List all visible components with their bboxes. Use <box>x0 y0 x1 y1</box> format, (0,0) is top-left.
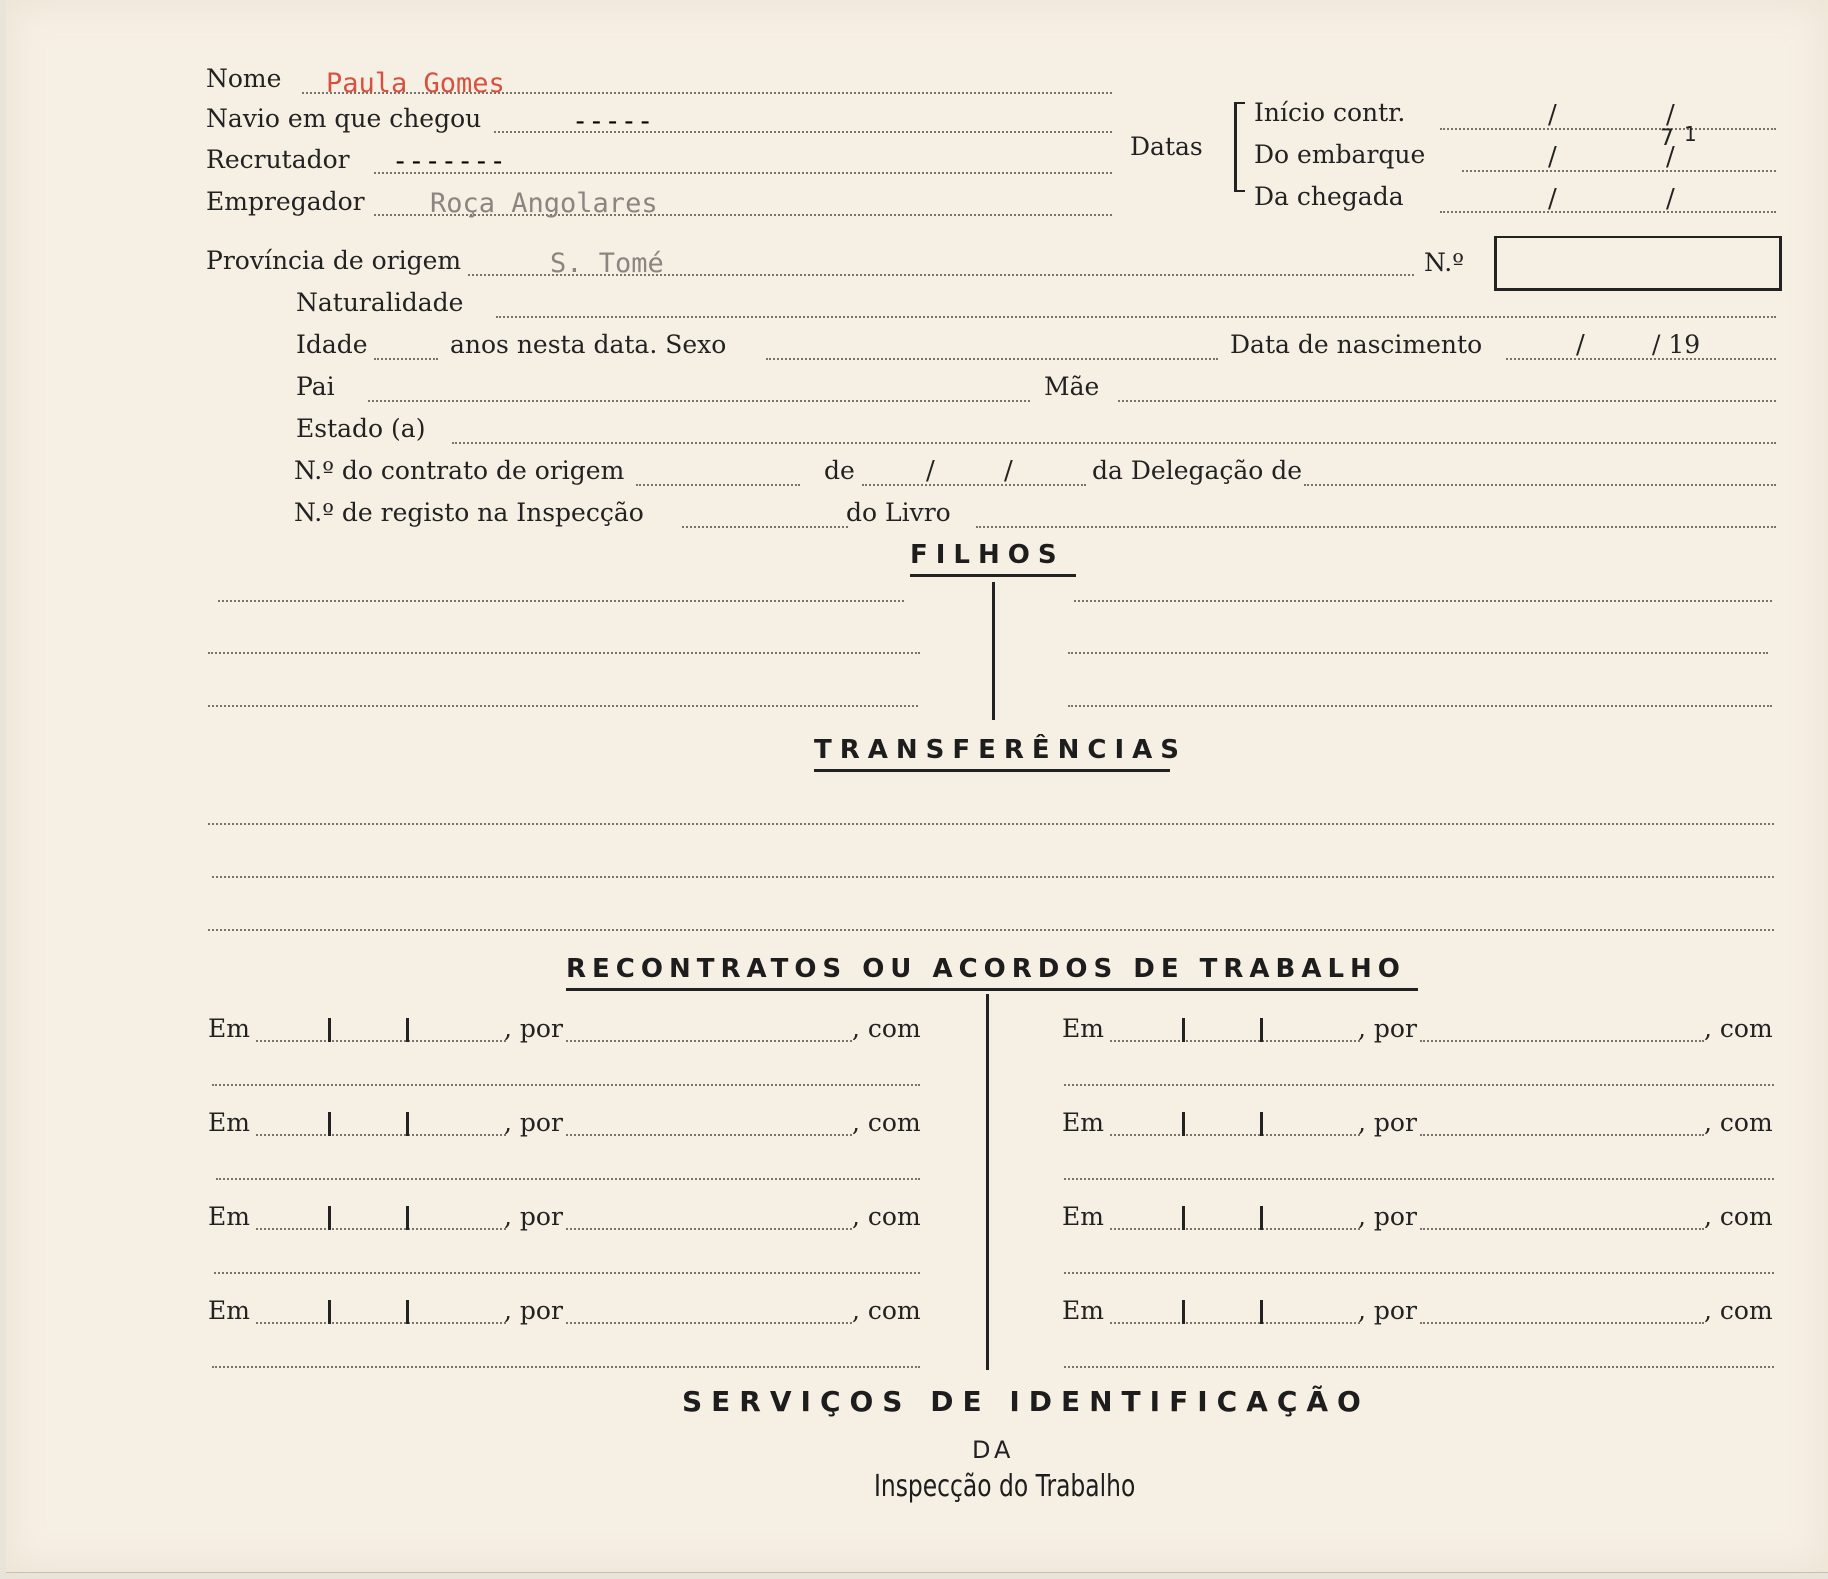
com-line[interactable] <box>1064 1366 1774 1368</box>
date-separator <box>1182 1206 1185 1230</box>
filhos-heading: FILHOS <box>910 540 1065 570</box>
date-separator <box>1182 1300 1185 1324</box>
por-label: , por <box>1358 1202 1417 1231</box>
por-label: , por <box>504 1296 563 1325</box>
mae-label: Mãe <box>1044 372 1100 401</box>
por-label: , por <box>504 1108 563 1137</box>
transferencias-line-1[interactable] <box>208 823 1774 825</box>
date-separator <box>1260 1018 1263 1042</box>
contrato-label: N.º do contrato de origem <box>294 456 625 485</box>
date-separator <box>1260 1206 1263 1230</box>
anos-sexo-label: anos nesta data. Sexo <box>450 330 727 359</box>
com-label: , com <box>1704 1014 1773 1043</box>
em-label: Em <box>1062 1108 1104 1137</box>
recontratos-underline <box>566 988 1418 991</box>
por-line[interactable] <box>566 1040 852 1042</box>
por-line[interactable] <box>1420 1228 1704 1230</box>
transferencias-line-2[interactable] <box>212 876 1774 878</box>
navio-label: Navio em que chegou <box>206 104 482 133</box>
embarque-mark-2: 1 <box>1684 122 1697 146</box>
por-label: , por <box>504 1014 563 1043</box>
com-label: , com <box>852 1014 921 1043</box>
navio-value[interactable]: ----- <box>572 106 654 137</box>
date-separator <box>1260 1112 1263 1136</box>
date-separator <box>406 1018 409 1042</box>
filhos-line-right-1[interactable] <box>1074 600 1772 602</box>
mae-line[interactable] <box>1118 400 1776 402</box>
embarque-line[interactable] <box>1462 170 1776 172</box>
com-line[interactable] <box>1064 1084 1774 1086</box>
recrutador-label: Recrutador <box>206 145 350 174</box>
chegada-line[interactable] <box>1440 211 1776 213</box>
date-separator <box>1182 1112 1185 1136</box>
contrato-slash-1: / <box>926 456 935 486</box>
date-separator <box>1260 1300 1263 1324</box>
com-label: , com <box>1704 1202 1773 1231</box>
chegada-slash-1: / <box>1548 184 1557 214</box>
date-separator <box>328 1300 331 1324</box>
ano-19-label: / 19 <box>1652 330 1701 359</box>
em-label: Em <box>208 1014 250 1043</box>
inicio-slash-1: / <box>1548 100 1557 130</box>
filhos-line-left-3[interactable] <box>208 705 918 707</box>
naturalidade-line[interactable] <box>496 316 1776 318</box>
por-line[interactable] <box>566 1228 852 1230</box>
por-label: , por <box>1358 1014 1417 1043</box>
estado-label: Estado (a) <box>296 414 426 443</box>
registo-label: N.º de registo na Inspecção <box>294 498 644 527</box>
date-separator <box>406 1112 409 1136</box>
em-date-line[interactable] <box>256 1134 506 1136</box>
idade-line[interactable] <box>374 358 438 360</box>
filhos-line-left-2[interactable] <box>208 652 920 654</box>
em-date-line[interactable] <box>256 1322 506 1324</box>
registo-line[interactable] <box>682 526 848 528</box>
footer-inspeccao: Inspecção do Trabalho <box>874 1469 1136 1504</box>
com-line[interactable] <box>1064 1178 1774 1180</box>
de-label: de <box>824 456 855 485</box>
em-date-line[interactable] <box>256 1228 506 1230</box>
filhos-line-left-1[interactable] <box>218 600 904 602</box>
data-nascimento-label: Data de nascimento <box>1230 330 1483 359</box>
em-date-line[interactable] <box>1110 1134 1360 1136</box>
idade-label: Idade <box>296 330 368 359</box>
embarque-label: Do embarque <box>1254 140 1426 169</box>
por-line[interactable] <box>566 1134 852 1136</box>
chegada-slash-2: / <box>1666 184 1675 214</box>
chegada-label: Da chegada <box>1254 182 1404 211</box>
pai-label: Pai <box>296 372 335 401</box>
footer-da: DA <box>972 1436 1015 1464</box>
em-label: Em <box>208 1296 250 1325</box>
filhos-line-right-3[interactable] <box>1068 705 1772 707</box>
embarque-mark: 7 <box>1660 126 1674 151</box>
por-label: , por <box>1358 1296 1417 1325</box>
inicio-line[interactable] <box>1440 128 1776 130</box>
por-line[interactable] <box>1420 1134 1704 1136</box>
date-separator <box>328 1018 331 1042</box>
em-date-line[interactable] <box>256 1040 506 1042</box>
estado-line[interactable] <box>452 442 1776 444</box>
recontratos-divider <box>986 994 989 1370</box>
por-line[interactable] <box>1420 1040 1704 1042</box>
com-line[interactable] <box>1064 1272 1774 1274</box>
recontratos-heading: RECONTRATOS OU ACORDOS DE TRABALHO <box>566 954 1406 984</box>
em-date-line[interactable] <box>1110 1322 1360 1324</box>
datas-brace <box>1234 102 1245 192</box>
recrutador-value[interactable]: ------- <box>392 146 506 177</box>
filhos-underline <box>910 574 1076 577</box>
por-label: , por <box>504 1202 563 1231</box>
por-label: , por <box>1358 1108 1417 1137</box>
livro-line[interactable] <box>976 526 1776 528</box>
sexo-line[interactable] <box>766 358 1218 360</box>
delegacao-line[interactable] <box>1304 484 1776 486</box>
provincia-label: Província de origem <box>206 246 462 275</box>
com-line[interactable] <box>212 1366 920 1368</box>
pai-line[interactable] <box>368 400 1030 402</box>
livro-label: do Livro <box>846 498 951 527</box>
por-line[interactable] <box>566 1322 852 1324</box>
com-line[interactable] <box>216 1178 920 1180</box>
provincia-value[interactable]: S. Tomé <box>550 248 664 279</box>
por-line[interactable] <box>1420 1322 1704 1324</box>
contrato-date-line[interactable] <box>862 484 1086 486</box>
com-label: , com <box>852 1108 921 1137</box>
naturalidade-label: Naturalidade <box>296 288 464 317</box>
em-label: Em <box>208 1202 250 1231</box>
inicio-label: Início contr. <box>1254 98 1406 127</box>
date-separator <box>328 1206 331 1230</box>
com-line[interactable] <box>212 1084 920 1086</box>
empregador-label: Empregador <box>206 187 365 216</box>
com-line[interactable] <box>214 1272 920 1274</box>
em-date-line[interactable] <box>1110 1040 1360 1042</box>
contrato-slash-2: / <box>1004 456 1013 486</box>
em-date-line[interactable] <box>1110 1228 1360 1230</box>
empregador-value[interactable]: Roça Angolares <box>430 188 658 219</box>
transferencias-underline <box>814 769 1170 772</box>
nome-label: Nome <box>206 64 282 93</box>
nome-value[interactable]: Paula Gomes <box>326 68 505 99</box>
transferencias-heading: TRANSFERÊNCIAS <box>814 735 1188 765</box>
datas-label: Datas <box>1130 132 1203 161</box>
inicio-slash-2: / <box>1666 100 1675 130</box>
em-label: Em <box>1062 1202 1104 1231</box>
contrato-line[interactable] <box>636 484 800 486</box>
date-separator <box>328 1112 331 1136</box>
em-label: Em <box>1062 1014 1104 1043</box>
data-nascimento-line[interactable] <box>1506 358 1776 360</box>
filhos-divider <box>992 582 995 720</box>
numero-box[interactable] <box>1494 236 1782 291</box>
registration-card <box>6 0 1828 1573</box>
nasc-slash: / <box>1576 330 1585 360</box>
com-label: , com <box>852 1296 921 1325</box>
footer-title: SERVIÇOS DE IDENTIFICAÇÃO <box>682 1385 1370 1418</box>
em-label: Em <box>208 1108 250 1137</box>
com-label: , com <box>852 1202 921 1231</box>
filhos-line-right-2[interactable] <box>1068 652 1768 654</box>
transferencias-line-3[interactable] <box>208 929 1774 931</box>
com-label: , com <box>1704 1108 1773 1137</box>
com-label: , com <box>1704 1296 1773 1325</box>
em-label: Em <box>1062 1296 1104 1325</box>
embarque-slash-1: / <box>1548 142 1557 172</box>
numero-label: N.º <box>1424 248 1464 277</box>
date-separator <box>406 1206 409 1230</box>
delegacao-label: da Delegação de <box>1092 456 1303 485</box>
date-separator <box>406 1300 409 1324</box>
embarque-slash-2: / <box>1666 142 1675 172</box>
date-separator <box>1182 1018 1185 1042</box>
